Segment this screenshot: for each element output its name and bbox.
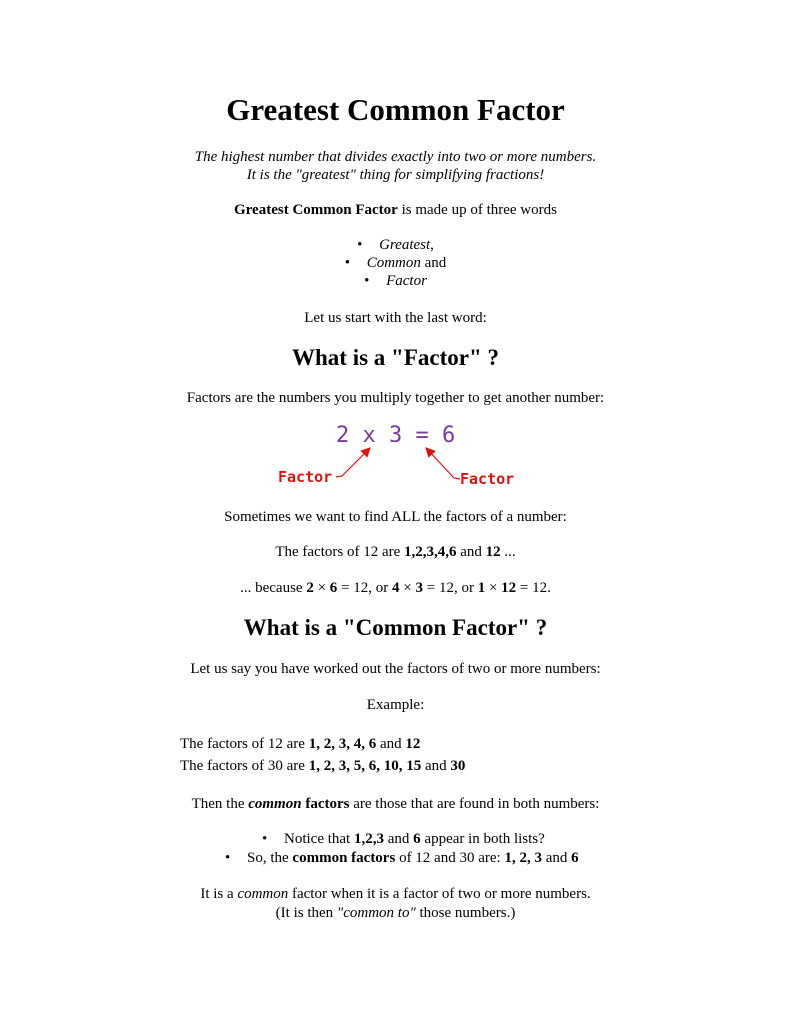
- closing-line-1: [0, 885, 791, 903]
- text-segment: = 12, or: [337, 580, 393, 596]
- bold-segment: 1,2,3,4,6: [404, 544, 457, 560]
- bold-segment: 4: [392, 580, 400, 596]
- bold-segment: 2: [306, 580, 314, 596]
- three-words-list: [0, 236, 791, 290]
- start-text: Let us start with the last word:: [304, 310, 487, 326]
- italic-segment: "common to": [336, 905, 416, 921]
- text-segment: It is a: [200, 886, 238, 902]
- because-sentence: [0, 579, 791, 597]
- word-suffix: ,: [430, 237, 434, 253]
- sometimes-text: Sometimes we want to find ALL the factors of a number:: [224, 509, 567, 525]
- text-segment: ...: [500, 544, 516, 560]
- arrow-left-icon: [336, 450, 368, 477]
- bold-segment: factors: [301, 796, 350, 812]
- bold-italic-segment: common: [248, 796, 302, 812]
- bold-segment: 6: [329, 580, 338, 596]
- word: Greatest: [379, 237, 431, 253]
- text-segment: ... because: [240, 580, 307, 596]
- text-segment: The factors of 12 are: [275, 544, 404, 560]
- factor-label-left: Factor: [278, 468, 333, 486]
- list-item: [0, 272, 791, 290]
- bullet-icon: •: [357, 237, 363, 253]
- notice-list: [262, 830, 545, 849]
- bullet-icon: •: [262, 831, 268, 847]
- text-segment: of 12 and 30 are:: [395, 850, 505, 866]
- worked-out-text: Let us say you have worked out the factors of two or more numbers:: [190, 661, 601, 677]
- so-list: [225, 849, 579, 868]
- text-segment: (It is then: [275, 905, 337, 921]
- bullet-icon: •: [225, 850, 231, 866]
- bold-segment: 12: [485, 544, 501, 560]
- bold-segment: 1, 2, 3: [504, 850, 542, 866]
- text-segment: and: [421, 758, 451, 774]
- text-segment: So, the: [247, 850, 293, 866]
- text-segment: those numbers.): [415, 905, 516, 921]
- text-segment: Notice that: [284, 831, 354, 847]
- example-label: Example:: [366, 697, 425, 713]
- factors-of-30-line: [180, 755, 465, 777]
- arrow-right-icon: [428, 450, 460, 479]
- bold-segment: 6: [571, 850, 579, 866]
- bold-segment: 12: [501, 580, 517, 596]
- bold-segment: 1, 2, 3, 5, 6, 10, 15: [308, 758, 422, 774]
- bold-segment: 6: [413, 831, 421, 847]
- bullet-icon: •: [364, 273, 370, 289]
- word: Common: [366, 255, 421, 271]
- closing-line-2: [0, 904, 791, 922]
- text-segment: The factors of 30 are: [180, 758, 309, 774]
- word-suffix: and: [420, 255, 447, 271]
- text-segment: = 12.: [516, 580, 551, 596]
- bold-segment: 12: [405, 736, 421, 752]
- heading-what-is-common-factor: What is a "Common Factor" ?: [243, 615, 548, 640]
- factors-of-12-sentence: [0, 543, 791, 561]
- factor-lists: [180, 733, 465, 777]
- made-up-bold: Greatest Common Factor: [234, 202, 398, 218]
- text-segment: ×: [485, 580, 502, 596]
- factor-label-right: Factor: [460, 470, 515, 488]
- page-title: Greatest Common Factor: [226, 92, 565, 127]
- text-segment: appear in both lists?: [420, 831, 545, 847]
- text-segment: factor when it is a factor of two or more numbers.: [288, 886, 591, 902]
- factors-of-12-line: [180, 733, 465, 755]
- then-common-sentence: [0, 795, 791, 813]
- made-up-rest: is made up of three words: [397, 202, 557, 218]
- text-segment: and: [376, 736, 406, 752]
- text-segment: and: [456, 544, 486, 560]
- equation-text: 2 x 3 = 6: [336, 423, 456, 448]
- text-segment: and: [383, 831, 414, 847]
- list-item: [262, 830, 545, 849]
- list-item: [225, 849, 579, 868]
- bold-segment: 1: [477, 580, 486, 596]
- factors-definition: Factors are the numbers you multiply together to get another number:: [186, 390, 605, 406]
- bold-segment: 1,2,3: [353, 831, 384, 847]
- text-segment: ×: [399, 580, 416, 596]
- intro-line-2: It is the "greatest" thing for simplifying fractions!: [246, 167, 545, 183]
- bold-segment: 3: [415, 580, 423, 596]
- text-segment: and: [541, 850, 572, 866]
- text-segment: are those that are found in both numbers:: [349, 796, 600, 812]
- made-up-sentence: [0, 201, 791, 219]
- text-segment: = 12, or: [422, 580, 478, 596]
- text-segment: Then the: [191, 796, 249, 812]
- italic-segment: common: [237, 886, 289, 902]
- list-item: [0, 254, 791, 272]
- heading-what-is-factor: What is a "Factor" ?: [292, 345, 499, 370]
- text-segment: The factors of 12 are: [180, 736, 309, 752]
- intro-line-1: The highest number that divides exactly into two or more numbers.: [194, 149, 597, 165]
- bold-segment: common factors: [292, 850, 396, 866]
- factor-diagram: [270, 420, 530, 492]
- list-item: [0, 236, 791, 254]
- bullet-icon: •: [344, 255, 350, 271]
- bold-segment: 1, 2, 3, 4, 6: [308, 736, 377, 752]
- text-segment: ×: [313, 580, 330, 596]
- bold-segment: 30: [450, 758, 466, 774]
- word: Factor: [386, 273, 427, 289]
